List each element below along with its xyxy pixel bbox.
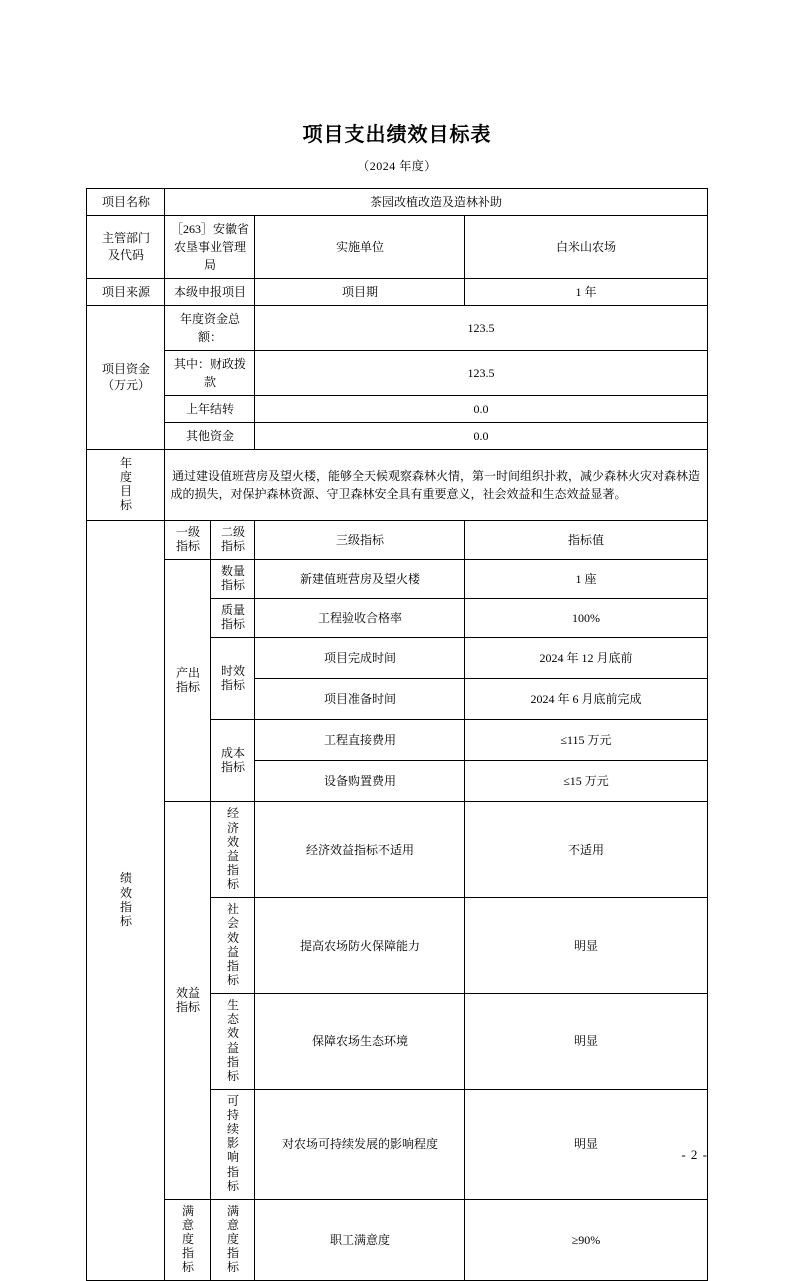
table-row	[87, 450, 707, 521]
perf-label: 绩效指标	[87, 521, 165, 1281]
table-row	[87, 216, 707, 279]
perf-header-level3: 三级指标	[255, 521, 465, 560]
perf-value: 100%	[465, 599, 707, 638]
perf-value: ≥90%	[465, 1199, 707, 1281]
perf-level2-cost: 成本指标	[211, 720, 255, 802]
table-row	[87, 1199, 707, 1281]
funds-label	[87, 306, 165, 450]
funds-row-value: 0.0	[255, 423, 707, 450]
table-row	[87, 396, 707, 423]
funds-row-name: 年度资金总额：	[165, 306, 255, 351]
perf-level3: 保障农场生态环境	[255, 994, 465, 1090]
perf-level2-quality: 质量指标	[211, 599, 255, 638]
perf-level3: 项目完成时间	[255, 638, 465, 679]
table-row	[87, 521, 707, 560]
project-name-label: 项目名称	[87, 189, 165, 216]
project-name-value: 茶园改植改造及造林补助	[165, 189, 707, 216]
funds-label-line1: 项目资金	[101, 361, 150, 376]
source-value: 本级申报项目	[165, 279, 255, 306]
perf-value: 明显	[465, 994, 707, 1090]
perf-level3: 工程验收合格率	[255, 599, 465, 638]
page-title: 项目支出绩效目标表	[302, 124, 492, 146]
perf-value: 2024 年 6 月底前完成	[465, 679, 707, 720]
perf-level3: 对农场可持续发展的影响程度	[255, 1089, 465, 1199]
table-row	[87, 423, 707, 450]
perf-level2-social: 社会效益指标	[211, 898, 255, 994]
perf-level2-ecological: 生态效益指标	[211, 994, 255, 1090]
perf-value: 1 座	[465, 560, 707, 599]
perf-level1-output: 产出指标	[165, 560, 211, 802]
department-label-line1: 主管部门	[101, 231, 150, 246]
perf-value: ≤15 万元	[465, 761, 707, 802]
funds-row-name: 其他资金	[165, 423, 255, 450]
perf-level2-economic: 经济效益指标	[211, 802, 255, 898]
perf-level2-quantity: 数量指标	[211, 560, 255, 599]
table-row	[87, 560, 707, 599]
source-label: 项目来源	[87, 279, 165, 306]
perf-header-level2: 二级指标	[211, 521, 255, 560]
funds-row-value: 0.0	[255, 396, 707, 423]
perf-value: 不适用	[465, 802, 707, 898]
perf-level1-benefit: 效益指标	[165, 802, 211, 1199]
perf-level2-timeliness: 时效指标	[211, 638, 255, 720]
page-number: - 2 -	[681, 1147, 708, 1162]
table-row	[87, 802, 707, 898]
perf-value: 2024 年 12 月底前	[465, 638, 707, 679]
perf-level3: 设备购置费用	[255, 761, 465, 802]
page-subtitle: （2024 年度）	[357, 159, 437, 173]
perf-level3: 提高农场防火保障能力	[255, 898, 465, 994]
perf-header-level1: 一级指标	[165, 521, 211, 560]
funds-row-value: 123.5	[255, 351, 707, 396]
perf-level1-satisfaction: 满意度指标	[165, 1199, 211, 1281]
department-label-line2: 及代码	[107, 247, 144, 262]
table-row	[87, 306, 707, 351]
period-value: 1 年	[465, 279, 707, 306]
perf-level3: 项目准备时间	[255, 679, 465, 720]
perf-value: ≤115 万元	[465, 720, 707, 761]
funds-row-name: 上年结转	[165, 396, 255, 423]
funds-label-line2: （万元）	[101, 378, 150, 393]
document-page	[0, 118, 794, 1275]
perf-header-value: 指标值	[465, 521, 707, 560]
perf-level2-satisfaction: 满意度指标	[211, 1199, 255, 1281]
unit-label: 实施单位	[255, 216, 465, 279]
perf-level3: 职工满意度	[255, 1199, 465, 1281]
perf-level3: 新建值班营房及望火楼	[255, 560, 465, 599]
perf-level3: 工程直接费用	[255, 720, 465, 761]
annual-goal-text: 通过建设值班营房及望火楼，能够全天候观察森林火情，第一时间组织扑救，减少森林火灾对森林造成的损失，对保护森林资源、守卫森林安全具有重要意义，社会效益和生态效益显著。	[165, 450, 707, 521]
department-label	[87, 216, 165, 279]
period-label: 项目期	[255, 279, 465, 306]
performance-target-table	[86, 188, 707, 1281]
table-row	[87, 351, 707, 396]
annual-goal-label: 年度目标	[87, 450, 165, 521]
perf-value: 明显	[465, 1089, 707, 1199]
perf-level2-sustainability: 可持续影响指标	[211, 1089, 255, 1199]
funds-row-name: 其中：财政拨款	[165, 351, 255, 396]
perf-level3: 经济效益指标不适用	[255, 802, 465, 898]
perf-value: 明显	[465, 898, 707, 994]
table-row	[87, 279, 707, 306]
table-row	[87, 189, 707, 216]
funds-row-value: 123.5	[255, 306, 707, 351]
department-value: ［263］安徽省农垦事业管理局	[165, 216, 255, 279]
unit-value: 白米山农场	[465, 216, 707, 279]
